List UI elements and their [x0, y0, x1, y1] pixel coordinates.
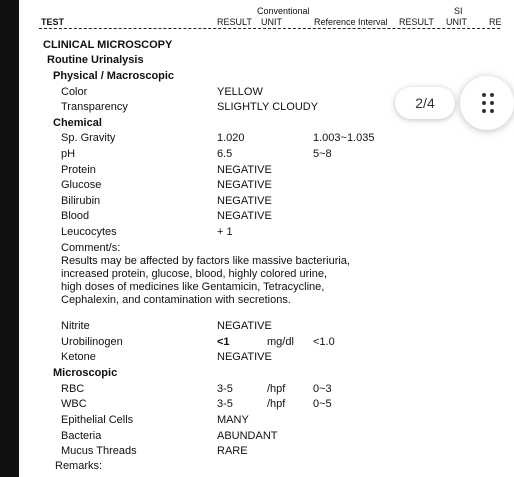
comment-line: high doses of medicines like Gentamicin, Tetracycline,: [61, 281, 325, 293]
header-conventional: Conventional: [257, 6, 310, 16]
section-title: CLINICAL MICROSCOPY: [43, 39, 173, 51]
rbc-unit: /hpf: [267, 383, 286, 395]
ph-result: 6.5: [217, 148, 233, 160]
sg-ref: 1.003~1.035: [313, 132, 375, 144]
urobilinogen-result: <1: [217, 336, 230, 348]
epithelial-label: Epithelial Cells: [61, 414, 134, 426]
ph-label: pH: [61, 148, 76, 160]
sg-label: Sp. Gravity: [61, 132, 116, 144]
transparency-label: Transparency: [61, 101, 128, 113]
chemical-title: Chemical: [53, 117, 102, 129]
comment-line: Results may be affected by factors like massive bacteriuria,: [61, 255, 350, 267]
mucus-label: Mucus Threads: [61, 445, 137, 457]
wbc-label: WBC: [61, 398, 87, 410]
comment-line: Cephalexin, and contamination with secretions.: [61, 294, 291, 306]
leucocytes-result: + 1: [217, 226, 233, 238]
ketone-result: NEGATIVE: [217, 351, 272, 363]
color-result: YELLOW: [217, 86, 263, 98]
header-divider: [39, 28, 500, 29]
header-extra: RE: [489, 17, 502, 27]
urobilinogen-label: Urobilinogen: [61, 336, 123, 348]
nitrite-label: Nitrite: [61, 320, 90, 332]
blood-label: Blood: [61, 210, 90, 222]
urobilinogen-unit: mg/dl: [267, 336, 294, 348]
page-indicator[interactable]: 2/4: [395, 87, 455, 119]
rbc-label: RBC: [61, 383, 85, 395]
nitrite-result: NEGATIVE: [217, 320, 272, 332]
glucose-result: NEGATIVE: [217, 179, 272, 191]
bilirubin-result: NEGATIVE: [217, 195, 272, 207]
sg-result: 1.020: [217, 132, 245, 144]
header-result-conv: RESULT: [217, 17, 252, 27]
bilirubin-label: Bilirubin: [61, 195, 101, 207]
ph-ref: 5~8: [313, 148, 332, 160]
protein-result: NEGATIVE: [217, 164, 272, 176]
protein-label: Protein: [61, 164, 96, 176]
comment-line: increased protein, glucose, blood, highly colored urine,: [61, 268, 327, 280]
color-label: Color: [61, 86, 88, 98]
viewer-left-edge: [0, 0, 19, 477]
header-test: TEST: [41, 17, 65, 27]
microscopic-title: Microscopic: [53, 367, 118, 379]
blood-result: NEGATIVE: [217, 210, 272, 222]
epithelial-result: MANY: [217, 414, 249, 426]
wbc-result: 3-5: [217, 398, 233, 410]
header-reference-interval: Reference Interval: [314, 17, 388, 27]
wbc-ref: 0~5: [313, 398, 332, 410]
comments-label: Comment/s:: [61, 242, 121, 254]
header-unit-si: UNIT: [446, 17, 467, 27]
glucose-label: Glucose: [61, 179, 102, 191]
bacteria-label: Bacteria: [61, 430, 102, 442]
rbc-ref: 0~3: [313, 383, 332, 395]
mucus-result: RARE: [217, 445, 248, 457]
rbc-result: 3-5: [217, 383, 233, 395]
more-options-button[interactable]: [460, 76, 514, 130]
physical-title: Physical / Macroscopic: [53, 70, 175, 82]
transparency-result: SLIGHTLY CLOUDY: [217, 101, 319, 113]
bacteria-result: ABUNDANT: [217, 430, 278, 442]
header-si: SI: [454, 6, 463, 16]
leucocytes-label: Leucocytes: [61, 226, 117, 238]
lab-report-page: [19, 0, 500, 477]
wbc-unit: /hpf: [267, 398, 286, 410]
subsection-title: Routine Urinalysis: [47, 54, 144, 66]
remarks-label: Remarks:: [55, 460, 103, 472]
header-unit-conv: UNIT: [261, 17, 282, 27]
urobilinogen-ref: <1.0: [313, 336, 335, 348]
header-result-si: RESULT: [399, 17, 434, 27]
ketone-label: Ketone: [61, 351, 96, 363]
